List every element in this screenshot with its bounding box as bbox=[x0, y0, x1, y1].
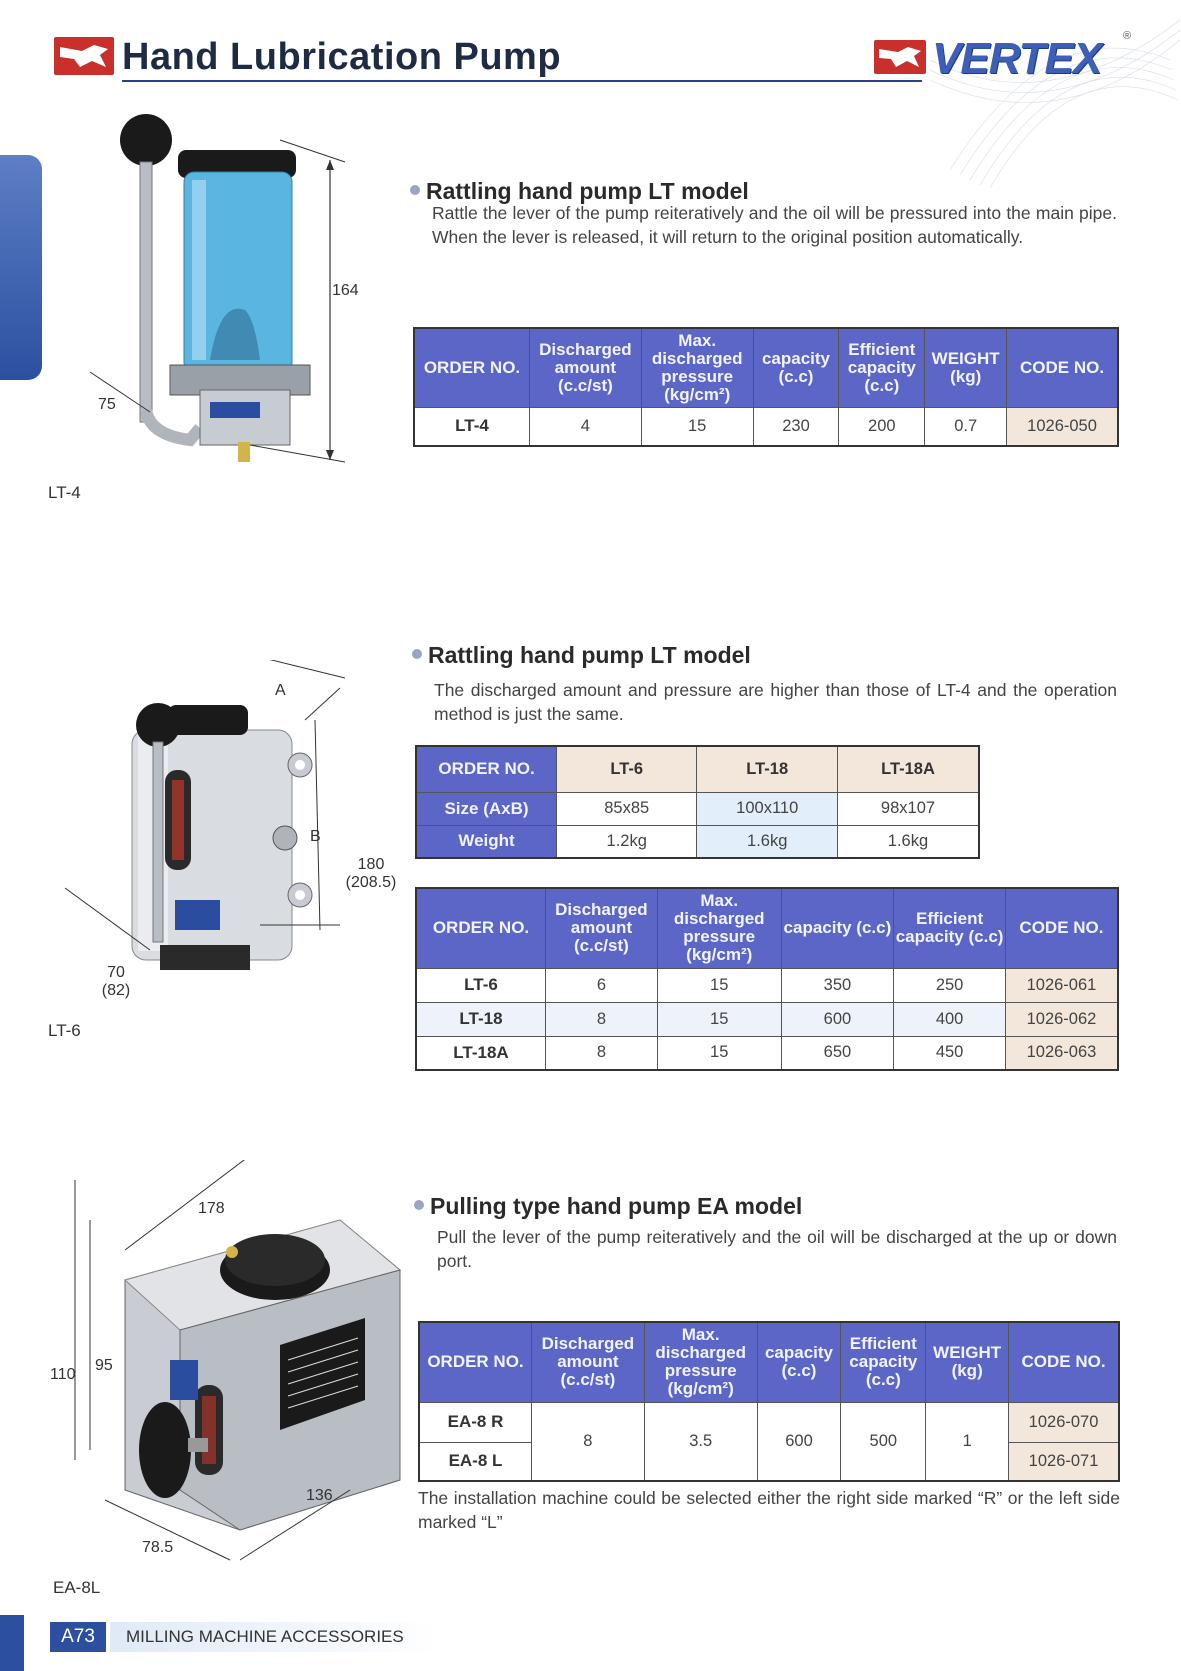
footer-category: MILLING MACHINE ACCESSORIES bbox=[110, 1622, 440, 1652]
ea8l-dim-width: 178 bbox=[198, 1200, 225, 1217]
code-cell: 1026-063 bbox=[1005, 1036, 1118, 1070]
size-row-header: Size (AxB) bbox=[416, 792, 557, 825]
section3-note: The installation machine could be selected either the right side marked “R” or the left side marked “L” bbox=[418, 1488, 1120, 1532]
brand-name: VERTEX bbox=[932, 34, 1102, 83]
side-tab-bottom bbox=[0, 1615, 24, 1671]
size-model-header: LT-6 bbox=[557, 746, 697, 792]
discharged-cell: 8 bbox=[545, 1036, 657, 1070]
discharged-cell: 8 bbox=[531, 1402, 644, 1481]
brand-eagle-icon bbox=[874, 40, 926, 74]
lt6-dim-depth bbox=[96, 964, 136, 1000]
registered-mark: ® bbox=[1123, 30, 1132, 42]
section3-description: Pull the lever of the pump reiteratively and the oil will be discharged at the up or down port. bbox=[437, 1227, 1117, 1271]
lt6-depth-value: 70 bbox=[107, 964, 125, 981]
lt6-height-value: 180 bbox=[357, 856, 385, 873]
pressure-cell: 15 bbox=[657, 1002, 781, 1036]
capacity-cell: 650 bbox=[781, 1036, 894, 1070]
size-model-header: LT-18 bbox=[697, 746, 838, 792]
lt6-dim-height bbox=[341, 856, 401, 892]
side-tab bbox=[0, 155, 42, 380]
lt4-pump-image bbox=[80, 110, 380, 500]
weight-cell: 1 bbox=[926, 1402, 1009, 1481]
size-cell: 100x110 bbox=[697, 792, 838, 825]
bullet-icon bbox=[412, 649, 422, 659]
col-header-order: ORDER NO. bbox=[416, 888, 545, 968]
lt6-height-alt: (208.5) bbox=[345, 874, 397, 891]
size-model-header: LT-18A bbox=[837, 746, 979, 792]
size-table-order-header: ORDER NO. bbox=[416, 746, 557, 792]
code-cell: 1026-061 bbox=[1005, 968, 1118, 1002]
page-title: Hand Lubrication Pump bbox=[122, 36, 562, 78]
efficient-cell: 450 bbox=[894, 1036, 1006, 1070]
efficient-cell: 400 bbox=[894, 1002, 1006, 1036]
efficient-cell: 250 bbox=[894, 968, 1006, 1002]
order-cell: EA-8 R bbox=[419, 1402, 531, 1442]
col-header-discharged: Discharged amount (c.c/st) bbox=[531, 1322, 644, 1402]
col-header-order: ORDER NO. bbox=[419, 1322, 531, 1402]
lt6-depth-alt: (82) bbox=[101, 982, 131, 999]
weight-cell: 0.7 bbox=[925, 407, 1007, 446]
eagle-logo-icon bbox=[54, 37, 114, 75]
lt4-dim-depth: 75 bbox=[98, 396, 116, 413]
lt4-dim-height: 164 bbox=[332, 282, 359, 299]
efficient-cell: 200 bbox=[839, 407, 925, 446]
col-header-capacity: capacity (c.c) bbox=[753, 328, 839, 407]
efficient-cell: 500 bbox=[841, 1402, 926, 1481]
pressure-cell: 15 bbox=[657, 1036, 781, 1070]
order-cell: LT-18A bbox=[416, 1036, 545, 1070]
col-header-code: CODE NO. bbox=[1007, 328, 1118, 407]
weight-cell: 1.6kg bbox=[837, 825, 979, 858]
col-header-capacity: capacity (c.c) bbox=[781, 888, 894, 968]
ea8l-model-label: EA-8L bbox=[53, 1578, 101, 1597]
section3-title-text: Pulling type hand pump EA model bbox=[430, 1193, 803, 1219]
weight-cell: 1.2kg bbox=[557, 825, 697, 858]
lt6-model-label: LT-6 bbox=[48, 1021, 81, 1040]
section3-title bbox=[414, 1193, 802, 1220]
order-cell: EA-8 L bbox=[419, 1442, 531, 1481]
table-row bbox=[414, 407, 1118, 446]
section1-table bbox=[413, 327, 1119, 447]
code-cell: 1026-071 bbox=[1009, 1442, 1119, 1481]
capacity-cell: 350 bbox=[781, 968, 894, 1002]
lt6-pump-image bbox=[60, 660, 400, 1000]
table-row bbox=[419, 1402, 1119, 1442]
size-cell: 98x107 bbox=[837, 792, 979, 825]
page-number: A73 bbox=[50, 1622, 106, 1652]
capacity-cell: 600 bbox=[757, 1402, 841, 1481]
section1-title-text: Rattling hand pump LT model bbox=[426, 178, 749, 204]
col-header-code: CODE NO. bbox=[1005, 888, 1118, 968]
section2-description: The discharged amount and pressure are higher than those of LT-4 and the operation method is just the same. bbox=[434, 680, 1117, 724]
section2-table bbox=[415, 887, 1119, 1071]
ea8l-dim-depth: 136 bbox=[306, 1487, 333, 1504]
code-cell: 1026-062 bbox=[1005, 1002, 1118, 1036]
order-cell: LT-18 bbox=[416, 1002, 545, 1036]
size-table bbox=[415, 745, 980, 859]
decorative-swirl bbox=[930, 0, 1180, 190]
weight-cell: 1.6kg bbox=[697, 825, 838, 858]
table-row bbox=[416, 1002, 1118, 1036]
col-header-weight: WEIGHT (kg) bbox=[925, 328, 1007, 407]
bullet-icon bbox=[414, 1200, 424, 1210]
brand-logo bbox=[874, 34, 1134, 83]
section1-description: Rattle the lever of the pump reiteratively and the oil will be pressured into the main pipe. When the lever is released, it will return to the original position automatically. bbox=[432, 203, 1117, 247]
ea8l-dim-base: 78.5 bbox=[142, 1539, 174, 1556]
col-header-capacity: capacity (c.c) bbox=[757, 1322, 841, 1402]
size-cell: 85x85 bbox=[557, 792, 697, 825]
capacity-cell: 230 bbox=[753, 407, 839, 446]
col-header-efficient: Efficient capacity (c.c) bbox=[894, 888, 1006, 968]
lt6-dim-a: A bbox=[275, 682, 286, 699]
title-underline bbox=[122, 80, 922, 82]
col-header-discharged: Discharged amount (c.c/st) bbox=[545, 888, 657, 968]
section2-title-text: Rattling hand pump LT model bbox=[428, 642, 751, 668]
capacity-cell: 600 bbox=[781, 1002, 894, 1036]
pressure-cell: 15 bbox=[641, 407, 753, 446]
discharged-cell: 6 bbox=[545, 968, 657, 1002]
table-row bbox=[416, 1036, 1118, 1070]
page-header bbox=[52, 36, 1132, 88]
code-cell: 1026-070 bbox=[1009, 1402, 1119, 1442]
section2-title bbox=[412, 642, 751, 669]
discharged-cell: 4 bbox=[529, 407, 641, 446]
bullet-icon bbox=[410, 185, 420, 195]
lt4-model-label: LT-4 bbox=[48, 483, 81, 502]
col-header-weight: WEIGHT (kg) bbox=[926, 1322, 1009, 1402]
col-header-order: ORDER NO. bbox=[414, 328, 529, 407]
ea8l-dim-height: 110 bbox=[50, 1366, 76, 1383]
section3-table bbox=[418, 1321, 1120, 1482]
col-header-pressure: Max. discharged pressure (kg/cm²) bbox=[657, 888, 781, 968]
table-row bbox=[416, 968, 1118, 1002]
code-cell: 1026-050 bbox=[1007, 407, 1118, 446]
weight-row-header: Weight bbox=[416, 825, 557, 858]
col-header-code: CODE NO. bbox=[1009, 1322, 1119, 1402]
col-header-efficient: Efficient capacity (c.c) bbox=[839, 328, 925, 407]
pressure-cell: 15 bbox=[657, 968, 781, 1002]
lt6-dim-b: B bbox=[310, 828, 321, 845]
col-header-discharged: Discharged amount (c.c/st) bbox=[529, 328, 641, 407]
pressure-cell: 3.5 bbox=[644, 1402, 757, 1481]
discharged-cell: 8 bbox=[545, 1002, 657, 1036]
order-cell: LT-4 bbox=[414, 407, 529, 446]
col-header-pressure: Max. discharged pressure (kg/cm²) bbox=[644, 1322, 757, 1402]
order-cell: LT-6 bbox=[416, 968, 545, 1002]
col-header-pressure: Max. discharged pressure (kg/cm²) bbox=[641, 328, 753, 407]
ea8l-dim-inner: 95 bbox=[95, 1357, 113, 1374]
col-header-efficient: Efficient capacity (c.c) bbox=[841, 1322, 926, 1402]
